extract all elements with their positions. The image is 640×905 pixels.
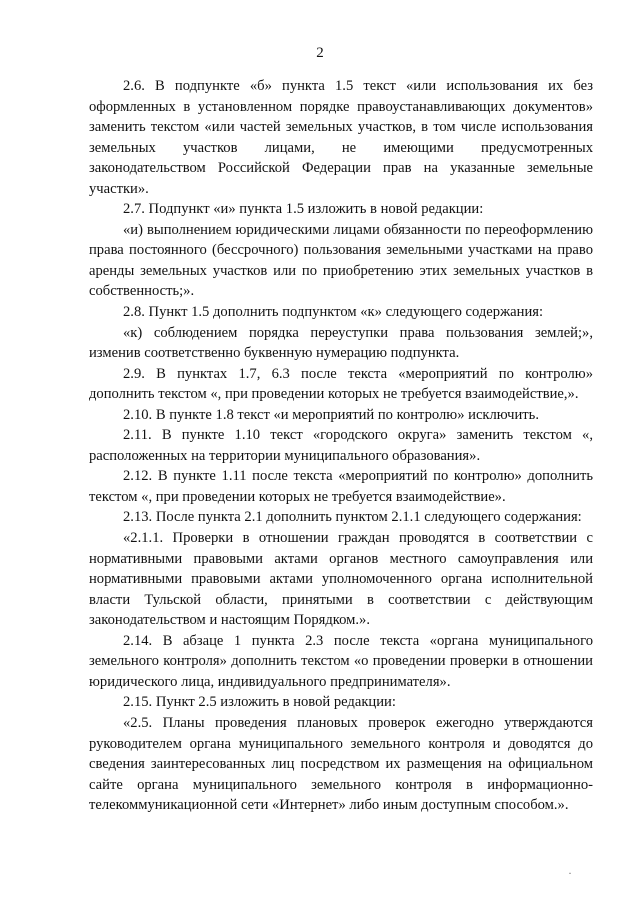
paragraph-2-8: 2.8. Пункт 1.5 дополнить подпунктом «к» следующего содержания:: [123, 304, 544, 321]
scan-speck: ·: [568, 866, 572, 880]
paragraph-2-15: 2.15. Пункт 2.5 изложить в новой редакции:: [123, 694, 396, 711]
paragraph-2-7-text: «и) выполнением юридическими лицами обязанности по переоформлению права постоянного (бессрочного) пользования земельными участками на право аренды земельных участков или по приобретению этих земельных участков в собственность;».: [89, 221, 593, 300]
page-number: 2: [316, 45, 324, 61]
paragraph-2-7: 2.7. Подпункт «и» пункта 1.5 изложить в новой редакции:: [123, 201, 484, 218]
paragraph-2-14: 2.14. В абзаце 1 пункта 2.3 после текста «органа муниципального земельного контроля» дополнить текстом «о проведении проверки в отношении юридического лица, индивидуального предпринимателя».: [89, 632, 593, 690]
paragraph-2-11: 2.11. В пункте 1.10 текст «городского округа» заменить текстом «, расположенных на территории муниципального образования».: [89, 427, 593, 464]
paragraph-2-9: 2.9. В пунктах 1.7, 6.3 после текста «мероприятий по контролю» дополнить текстом «, при проведении которых не требуется взаимодействие,».: [89, 365, 593, 403]
paragraph-2-6: 2.6. В подпункте «б» пункта 1.5 текст «или использования их без оформленных в установленном порядке правоустанавливающих документов» заменить текстом «или частей земельных участков, в том числе использования земельных участков лицами, не имеющими предусмотренных законодательством Российской Федерации прав на указанные земельные участки».: [89, 78, 593, 197]
paragraph-2-13-text: «2.1.1. Проверки в отношении граждан проводятся в соответствии с нормативными правовыми актами органов местного самоуправления или нормативными правовыми актами уполномоченного органа исполнительной власти Тульской области, принятыми в соответствии с действующим законодательством и настоящим Порядком.».: [89, 530, 593, 629]
document-body: [89, 76, 593, 816]
paragraph-2-8-text: «к) соблюдением порядка переуступки права пользования землей;», изменив соответственно буквенную нумерацию подпункта.: [89, 324, 593, 362]
paragraph-2-12: 2.12. В пункте 1.11 после текста «мероприятий по контролю» дополнить текстом «, при проведении которых не требуется взаимодействие».: [89, 468, 593, 505]
paragraph-2-13: 2.13. После пункта 2.1 дополнить пунктом 2.1.1 следующего содержания:: [123, 509, 582, 526]
paragraph-2-10: 2.10. В пункте 1.8 текст «и мероприятий по контролю» исключить.: [123, 406, 539, 423]
paragraph-2-15-text: «2.5. Планы проведения плановых проверок ежегодно утверждаются руководителем органа муниципального земельного контроля и доводятся до сведения заинтересованных лиц посредством их размещения на официальном сайте органа муниципального земельного контроля в информационно-телекоммуникационной сети «Интернет» либо иным доступным способом.».: [89, 714, 593, 814]
